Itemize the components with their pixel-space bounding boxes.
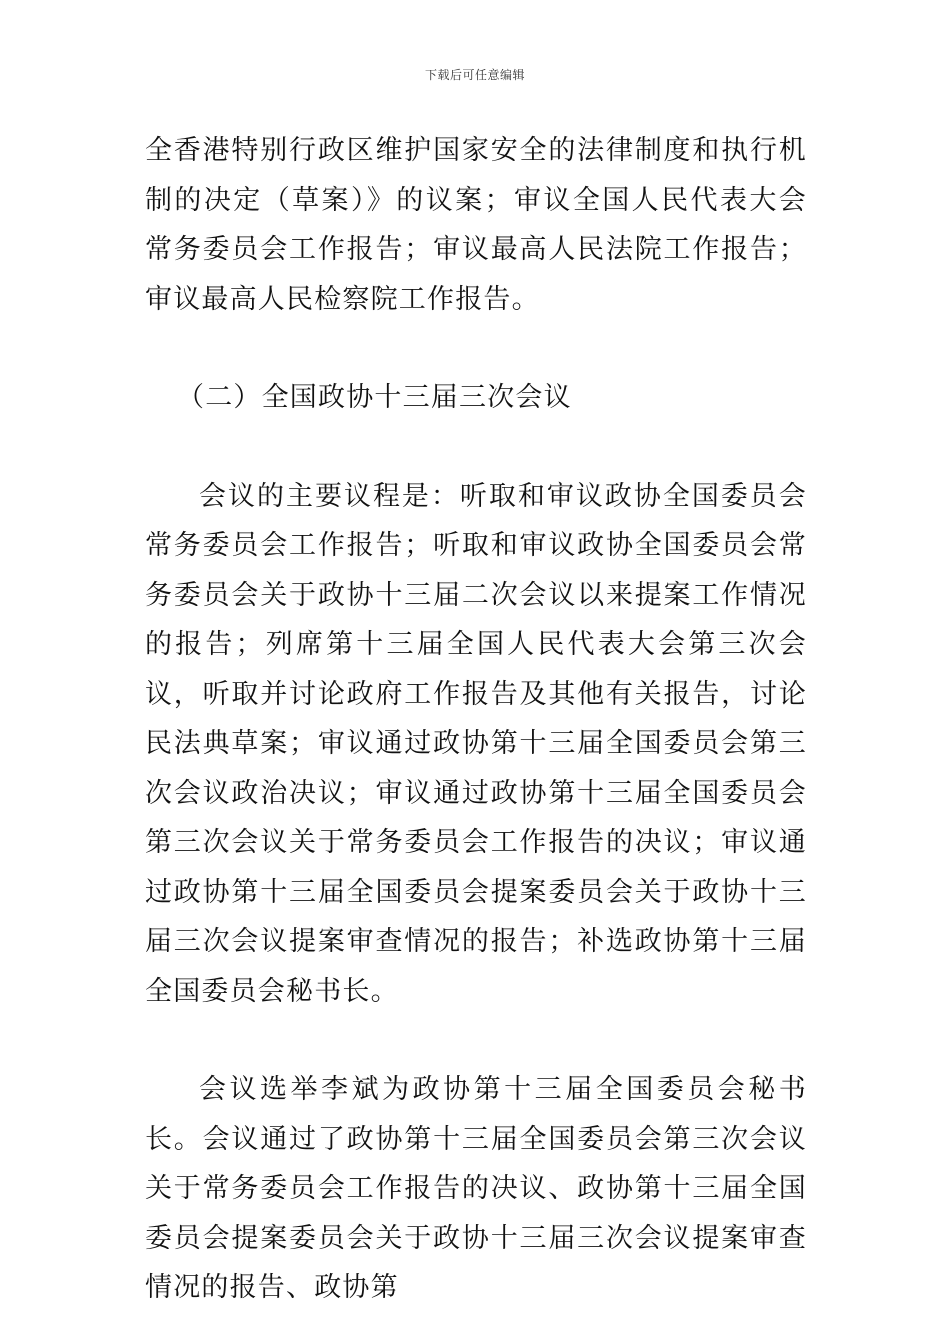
page-header: 下载后可任意编辑 [424, 68, 525, 82]
document-body [145, 126, 807, 1313]
section-heading: （二）全国政协十三届三次会议 [177, 382, 572, 413]
paragraph-election: 会议选举李斌为政协第十三届全国委员会秘书长。会议通过了政协第十三届全国委员会第三次会议关于常务委员会工作报告的决议、政协第十三届全国委员会提案委员会关于政协十三届三次会议提案审查情况的报告、政协第 [145, 1074, 807, 1303]
paragraph-agenda: 会议的主要议程是：听取和审议政协全国委员会常务委员会工作报告；听取和审议政协全国委员会常务委员会关于政协十三届二次会议以来提案工作情况的报告；列席第十三届全国人民代表大会第三次会议，听取并讨论政府工作报告及其他有关报告，讨论民法典草案；审议通过政协第十三届全国委员会第三次会议政治决议；审议通过政协第十三届全国委员会第三次会议关于常务委员会工作报告的决议；审议通过政协第十三届全国委员会提案委员会关于政协十三届三次会议提案审查情况的报告；补选政协第十三届全国委员会秘书长。 [145, 480, 807, 1007]
paragraph-continuation: 全香港特别行政区维护国家安全的法律制度和执行机制的决定（草案）》的议案；审议全国人民代表大会常务委员会工作报告；审议最高人民法院工作报告；审议最高人民检察院工作报告。 [145, 135, 807, 315]
